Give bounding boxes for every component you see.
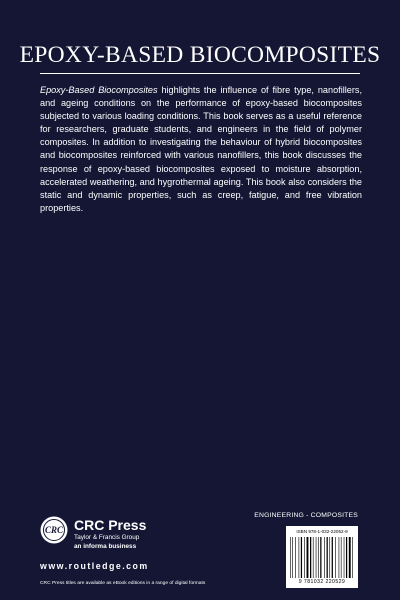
isbn-digits: 9 781032 220529 (298, 579, 346, 585)
barcode-bar (339, 537, 340, 578)
book-title-italic: Epoxy-Based Biocomposites (40, 85, 158, 95)
isbn-label: ISBN 978-1-032-22052-9 (296, 529, 348, 534)
barcode-bar (295, 537, 296, 578)
publisher-name: CRC Press (74, 517, 147, 533)
barcode-bar (301, 537, 302, 578)
barcode-bar (307, 537, 309, 578)
barcode-bar (341, 537, 342, 578)
ebook-note: CRC Press titles are available as eBook editions in a range of digital formats (40, 581, 206, 586)
barcode-bar (344, 537, 345, 578)
title-rule (40, 73, 360, 74)
barcode-bar (318, 537, 319, 578)
barcode-bar (352, 537, 353, 578)
barcode-bar (320, 537, 321, 578)
book-title: EPOXY-BASED BIOCOMPOSITES (19, 42, 381, 68)
barcode-bar (316, 537, 317, 578)
barcode-bar (313, 537, 314, 578)
book-description (40, 84, 362, 215)
subject-category: ENGINEERING - COMPOSITES (254, 512, 358, 519)
publisher-url: www.routledge.com (40, 561, 149, 571)
barcode-bar (290, 537, 291, 578)
barcode-bar (324, 537, 325, 578)
barcode-bar (299, 537, 300, 578)
barcode-bar (304, 537, 305, 578)
barcode-bar (335, 537, 336, 578)
barcode-bar (332, 537, 333, 578)
barcode-bars (290, 537, 354, 578)
publisher-group: Taylor & Francis Group (74, 534, 140, 541)
logo-text: CRC (44, 525, 64, 535)
publisher-business: an informa business (74, 543, 137, 550)
crc-press-logo-icon (40, 516, 68, 544)
barcode-bar (329, 537, 330, 578)
barcode-bar (349, 537, 351, 578)
barcode-bar (292, 537, 293, 578)
barcode-bar (310, 537, 311, 578)
barcode-bar (346, 537, 347, 578)
barcode-bar (327, 537, 328, 578)
isbn-barcode (286, 526, 358, 588)
description-text: highlights the influence of fibre type, nanofillers, and ageing conditions on the performance of epoxy-based biocomposites subjected to various loading conditions. This book serves as a useful reference for researchers, graduate students, and engineers in the field of polymer composites. In addition to investigating the behaviour of hybrid biocomposites and biocomposites reinforced with various nanofillers, this book discusses the response of epoxy-based biocomposites exposed to moisture absorption, accelerated weathering, and hygrothermal ageing. This book also considers the static and dynamic properties, such as creep, fatigue, and free vibration properties. (40, 85, 362, 213)
